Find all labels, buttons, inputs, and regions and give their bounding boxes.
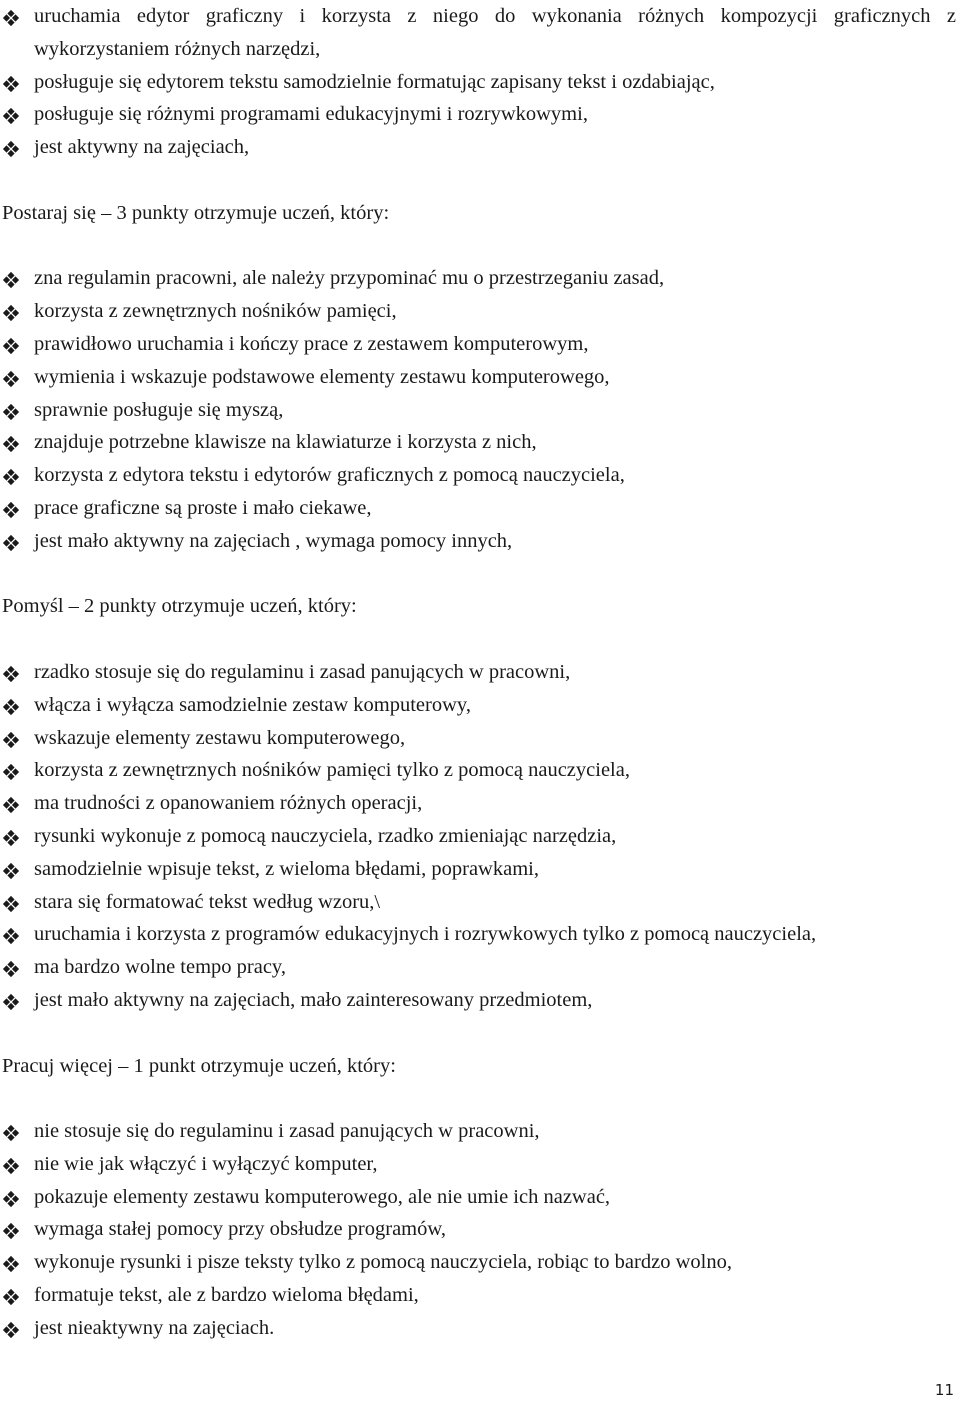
list-item [0, 1115, 960, 1148]
list-item [0, 0, 960, 66]
section-heading: Pomyśl – 2 punkty otrzymuje uczeń, który: [2, 595, 357, 618]
list-item [0, 689, 960, 722]
criteria-list [0, 656, 960, 1017]
list-item [0, 1279, 960, 1312]
section-heading: Pracuj więcej – 1 punkt otrzymuje uczeń, który: [2, 1054, 396, 1077]
four-diamond-bullet-icon [2, 304, 20, 322]
list-item [0, 492, 960, 525]
list-item [0, 722, 960, 755]
list-item-text: prace graficzne są proste i mało ciekawe, [34, 496, 372, 519]
list-item [0, 66, 960, 99]
four-diamond-bullet-icon [2, 1190, 20, 1208]
list-item [0, 853, 960, 886]
four-diamond-bullet-icon [2, 796, 20, 814]
four-diamond-bullet-icon [2, 993, 20, 1011]
list-item-text: nie stosuje się do regulaminu i zasad panujących w pracowni, [34, 1120, 540, 1143]
four-diamond-bullet-icon [2, 534, 20, 552]
list-item-text: rysunki wykonuje z pomocą nauczyciela, rzadko zmieniając narzędzia, [34, 824, 617, 847]
list-item [0, 656, 960, 689]
list-item-text: rzadko stosuje się do regulaminu i zasad panujących w pracowni, [34, 660, 571, 683]
list-item-text: ma trudności z opanowaniem różnych operacji, [34, 792, 423, 815]
list-item-text: nie wie jak włączyć i wyłączyć komputer, [34, 1152, 378, 1175]
list-item [0, 1148, 960, 1181]
four-diamond-bullet-icon [2, 763, 20, 781]
list-item-text: jest mało aktywny na zajęciach, mało zainteresowany przedmiotem, [34, 988, 593, 1011]
spacer [0, 558, 960, 591]
list-item-text: ma bardzo wolne tempo pracy, [34, 956, 286, 979]
list-item [0, 131, 960, 164]
page-number: 11 [934, 1381, 954, 1399]
four-diamond-bullet-icon [2, 731, 20, 749]
list-item [0, 98, 960, 131]
list-item [0, 394, 960, 427]
four-diamond-bullet-icon [2, 9, 20, 27]
spacer [0, 230, 960, 263]
four-diamond-bullet-icon [2, 829, 20, 847]
four-diamond-bullet-icon [2, 435, 20, 453]
list-item-text: posługuje się różnymi programami edukacyjnymi i rozrywkowymi, [34, 103, 588, 126]
list-item [0, 295, 960, 328]
list-item-text: pokazuje elementy zestawu komputerowego, ale nie umie ich nazwać, [34, 1185, 611, 1208]
list-item [0, 361, 960, 394]
list-item [0, 262, 960, 295]
list-item-text: jest nieaktywny na zajęciach. [34, 1316, 275, 1339]
list-item [0, 1312, 960, 1345]
list-item-text: prawidłowo uruchamia i kończy prace z zestawem komputerowym, [34, 332, 589, 355]
four-diamond-bullet-icon [2, 698, 20, 716]
four-diamond-bullet-icon [2, 665, 20, 683]
list-item [0, 951, 960, 984]
list-item-text: jest aktywny na zajęciach, [34, 136, 250, 159]
list-item-text: wymienia i wskazuje podstawowe elementy zestawu komputerowego, [34, 365, 610, 388]
list-item [0, 328, 960, 361]
list-item-text: zna regulamin pracowni, ale należy przypominać mu o przestrzeganiu zasad, [34, 267, 665, 290]
list-item [0, 1181, 960, 1214]
list-item-text: wymaga stałej pomocy przy obsłudze programów, [34, 1218, 446, 1241]
list-item-text: korzysta z edytora tekstu i edytorów graficznych z pomocą nauczyciela, [34, 464, 625, 487]
list-item-text: sprawnie posługuje się myszą, [34, 398, 284, 421]
four-diamond-bullet-icon [2, 1157, 20, 1175]
four-diamond-bullet-icon [2, 1255, 20, 1273]
list-item [0, 754, 960, 787]
list-item-text: korzysta z zewnętrznych nośników pamięci, [34, 300, 397, 323]
criteria-list [0, 1115, 960, 1345]
spacer [0, 1017, 960, 1050]
spacer [0, 164, 960, 197]
four-diamond-bullet-icon [2, 370, 20, 388]
list-item-text: włącza i wyłącza samodzielnie zestaw komputerowy, [34, 693, 471, 716]
list-item [0, 918, 960, 951]
four-diamond-bullet-icon [2, 271, 20, 289]
four-diamond-bullet-icon [2, 1124, 20, 1142]
list-item-text: uruchamia edytor graficzny i korzysta z niego do wykonania różnych kompozycji graficznych z wykorzystaniem różnych narzędzi, [34, 5, 956, 60]
four-diamond-bullet-icon [2, 1288, 20, 1306]
list-item [0, 525, 960, 558]
list-item [0, 820, 960, 853]
list-item [0, 886, 960, 919]
list-item-text: posługuje się edytorem tekstu samodzielnie formatując zapisany tekst i ozdabiając, [34, 70, 715, 93]
list-item-text: jest mało aktywny na zajęciach , wymaga pomocy innych, [34, 529, 513, 552]
four-diamond-bullet-icon [2, 75, 20, 93]
list-item-text: stara się formatować tekst według wzoru,\ [34, 890, 381, 913]
list-item [0, 1213, 960, 1246]
four-diamond-bullet-icon [2, 107, 20, 125]
list-item-text: uruchamia i korzysta z programów edukacyjnych i rozrywkowych tylko z pomocą nauczyciela, [34, 923, 817, 946]
criteria-list [0, 262, 960, 557]
spacer [0, 1082, 960, 1115]
list-item-text: samodzielnie wpisuje tekst, z wieloma błędami, poprawkami, [34, 857, 539, 880]
list-item [0, 787, 960, 820]
criteria-list [0, 0, 960, 164]
four-diamond-bullet-icon [2, 403, 20, 421]
four-diamond-bullet-icon [2, 501, 20, 519]
four-diamond-bullet-icon [2, 927, 20, 945]
four-diamond-bullet-icon [2, 468, 20, 486]
four-diamond-bullet-icon [2, 337, 20, 355]
list-item [0, 1246, 960, 1279]
list-item-text: wskazuje elementy zestawu komputerowego, [34, 726, 406, 749]
four-diamond-bullet-icon [2, 1222, 20, 1240]
list-item-text: znajduje potrzebne klawisze na klawiaturze i korzysta z nich, [34, 431, 537, 454]
list-item [0, 984, 960, 1017]
four-diamond-bullet-icon [2, 862, 20, 880]
list-item-text: korzysta z zewnętrznych nośników pamięci tylko z pomocą nauczyciela, [34, 759, 630, 782]
list-item [0, 459, 960, 492]
section-heading: Postaraj się – 3 punkty otrzymuje uczeń, który: [2, 201, 390, 224]
four-diamond-bullet-icon [2, 140, 20, 158]
list-item-text: wykonuje rysunki i pisze teksty tylko z pomocą nauczyciela, robiąc to bardzo wolno, [34, 1251, 732, 1274]
list-item [0, 426, 960, 459]
spacer [0, 623, 960, 656]
four-diamond-bullet-icon [2, 1321, 20, 1339]
four-diamond-bullet-icon [2, 895, 20, 913]
list-item-text: formatuje tekst, ale z bardzo wieloma błędami, [34, 1284, 419, 1307]
four-diamond-bullet-icon [2, 960, 20, 978]
